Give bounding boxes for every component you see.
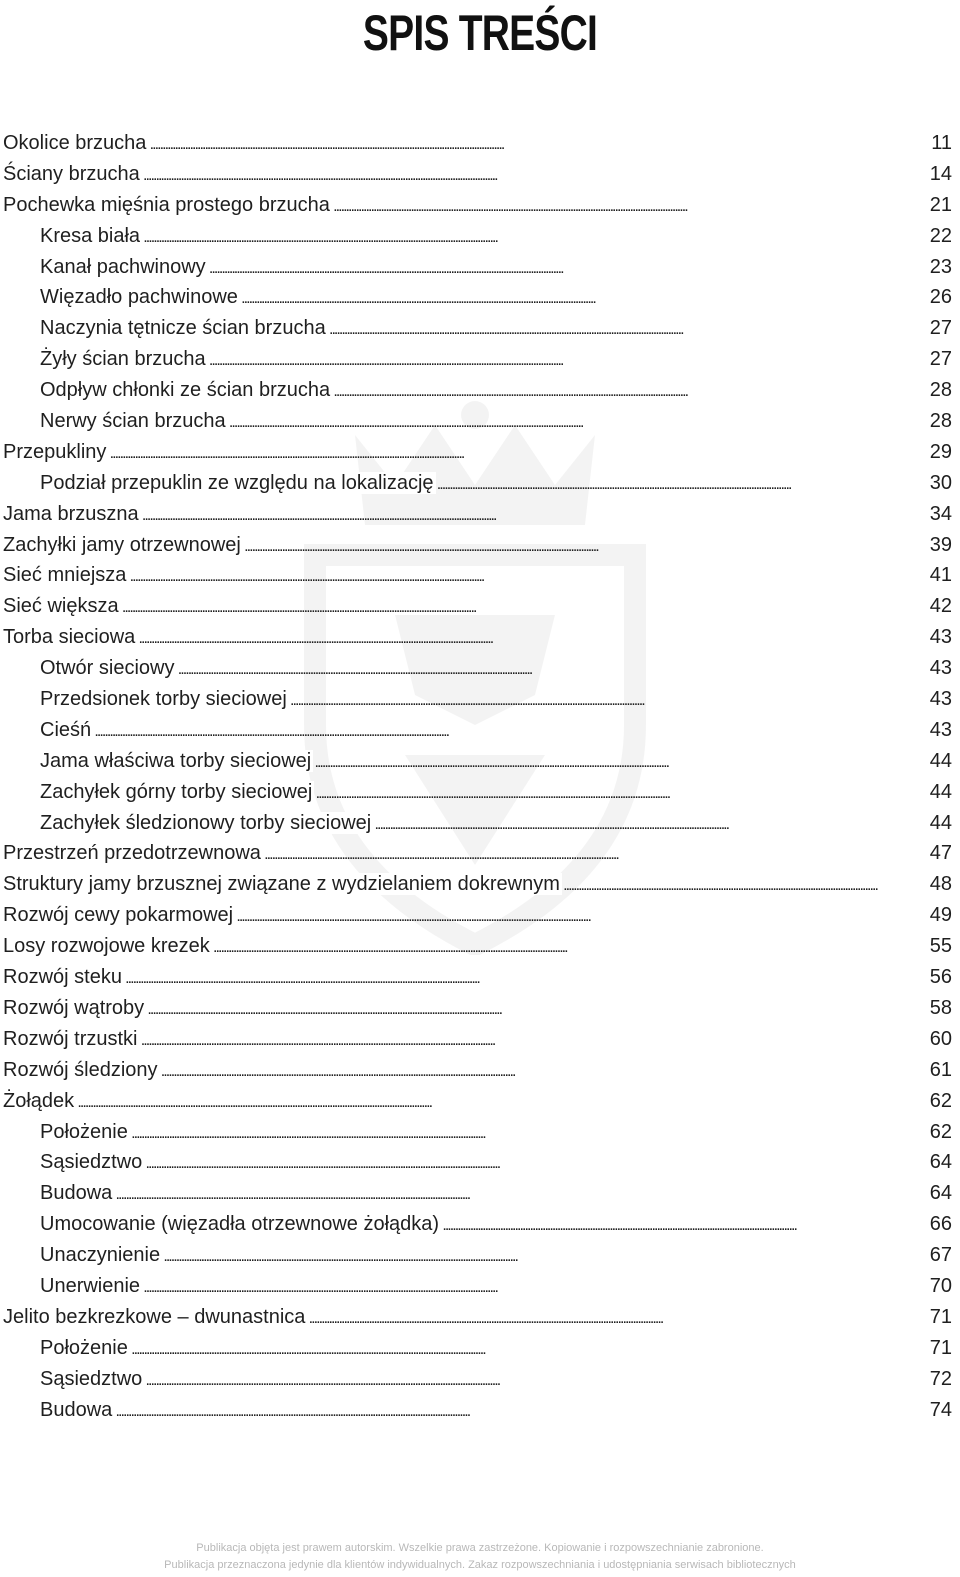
toc-entry[interactable] bbox=[0, 344, 960, 375]
copyright-footer bbox=[0, 1540, 960, 1574]
toc-entry-page-number: 67 bbox=[929, 1244, 952, 1267]
toc-dot-leader bbox=[142, 1275, 496, 1297]
toc-entry-label: Położenie bbox=[40, 1120, 128, 1143]
toc-entry-label: Losy rozwojowe krezek bbox=[3, 935, 210, 958]
toc-entry-label: Sąsiedztwo bbox=[40, 1367, 143, 1390]
toc-entry[interactable] bbox=[0, 1024, 960, 1055]
toc-entry-page-number: 21 bbox=[929, 193, 952, 216]
toc-dot-leader bbox=[142, 163, 496, 185]
toc-entry-label: Nerwy ścian brzucha bbox=[40, 410, 226, 433]
toc-entry-label: Rozwój steku bbox=[3, 966, 122, 989]
toc-entry-page-number: 43 bbox=[929, 718, 952, 741]
toc-entry-label: Okolice brzucha bbox=[3, 132, 147, 154]
toc-entry[interactable] bbox=[0, 499, 960, 530]
toc-entry[interactable] bbox=[0, 159, 960, 190]
toc-dot-leader bbox=[176, 657, 530, 679]
toc-entry-left bbox=[40, 1147, 878, 1178]
toc-entry[interactable] bbox=[0, 468, 960, 499]
toc-dot-leader bbox=[76, 1090, 430, 1112]
toc-entry[interactable] bbox=[0, 1209, 960, 1240]
toc-entry-label: Budowa bbox=[40, 1398, 113, 1421]
toc-entry-page-number: 71 bbox=[929, 1305, 952, 1328]
toc-dot-leader bbox=[144, 1368, 498, 1390]
toc-entry-left bbox=[40, 1178, 878, 1209]
toc-dot-leader bbox=[141, 503, 495, 525]
toc-entry-page-number: 28 bbox=[929, 379, 952, 402]
toc-entry-left bbox=[3, 499, 878, 530]
toc-dot-leader bbox=[436, 472, 790, 494]
toc-entry-label: Naczynia tętnicze ścian brzucha bbox=[40, 317, 326, 340]
toc-entry-left bbox=[40, 653, 878, 684]
toc-entry[interactable] bbox=[0, 1178, 960, 1209]
toc-entry-page-number: 11 bbox=[931, 132, 952, 154]
toc-entry-page-number: 26 bbox=[929, 286, 952, 309]
toc-entry[interactable] bbox=[0, 313, 960, 344]
toc-dot-leader bbox=[142, 225, 496, 247]
toc-entry-label: Podział przepuklin ze względu na lokalizację bbox=[40, 471, 434, 494]
toc-entry-left bbox=[40, 1364, 878, 1395]
toc-entry-label: Struktury jamy brzusznej związane z wydzielaniem dokrewnym bbox=[3, 873, 560, 896]
toc-dot-leader bbox=[160, 1059, 514, 1081]
toc-entry[interactable] bbox=[0, 838, 960, 869]
toc-entry-left bbox=[40, 808, 878, 839]
toc-dot-leader bbox=[243, 534, 597, 556]
toc-entry-left bbox=[3, 1302, 878, 1333]
toc-entry[interactable] bbox=[0, 931, 960, 962]
toc-entry-label: Otwór sieciowy bbox=[40, 657, 175, 680]
toc-entry[interactable] bbox=[0, 282, 960, 313]
toc-entry-page-number: 56 bbox=[929, 966, 952, 989]
toc-entry-left bbox=[3, 838, 878, 869]
toc-dot-leader bbox=[114, 1399, 468, 1421]
toc-dot-leader bbox=[146, 997, 500, 1019]
toc-entry[interactable] bbox=[0, 746, 960, 777]
toc-entry-label: Więzadło pachwinowe bbox=[40, 286, 238, 309]
toc-dot-leader bbox=[162, 1244, 516, 1266]
toc-entry-left bbox=[40, 344, 878, 375]
toc-entry-label: Jama właściwa torby sieciowej bbox=[40, 749, 312, 772]
toc-entry-left bbox=[3, 1055, 878, 1086]
toc-entry-page-number: 27 bbox=[929, 348, 952, 371]
toc-dot-leader bbox=[332, 194, 686, 216]
toc-entry[interactable] bbox=[0, 715, 960, 746]
toc-entry[interactable] bbox=[0, 1271, 960, 1302]
toc-entry[interactable] bbox=[0, 653, 960, 684]
toc-entry[interactable] bbox=[0, 684, 960, 715]
toc-entry-label: Zachyłek śledzionowy torby sieciowej bbox=[40, 811, 372, 834]
toc-entry-page-number: 64 bbox=[929, 1182, 952, 1205]
toc-entry-label: Żołądek bbox=[3, 1089, 75, 1112]
toc-entry-page-number: 48 bbox=[929, 873, 952, 896]
toc-dot-leader bbox=[373, 812, 727, 834]
toc-entry-page-number: 72 bbox=[929, 1367, 952, 1390]
toc-dot-leader bbox=[307, 1306, 661, 1328]
toc-entry[interactable] bbox=[0, 406, 960, 437]
toc-entry-page-number: 28 bbox=[929, 410, 952, 433]
toc-entry[interactable] bbox=[0, 128, 960, 159]
toc-entry-label: Rozwój wątroby bbox=[3, 996, 145, 1019]
toc-entry-left bbox=[40, 1271, 878, 1302]
toc-entry-left bbox=[40, 1117, 878, 1148]
toc-entry[interactable] bbox=[0, 808, 960, 839]
toc-entry-page-number: 58 bbox=[929, 996, 952, 1019]
toc-dot-leader bbox=[235, 904, 589, 926]
toc-entry-label: Cieśń bbox=[40, 718, 92, 741]
toc-entry[interactable] bbox=[0, 1333, 960, 1364]
toc-entry-page-number: 30 bbox=[929, 471, 952, 494]
toc-entry-left bbox=[40, 1209, 878, 1240]
toc-entry[interactable] bbox=[0, 190, 960, 221]
toc-entry-left bbox=[40, 221, 878, 252]
toc-dot-leader bbox=[263, 842, 617, 864]
toc-entry-label: Sieć większa bbox=[3, 595, 119, 618]
toc-entry[interactable] bbox=[0, 591, 960, 622]
toc-entry-label: Kanał pachwinowy bbox=[40, 255, 206, 278]
toc-dot-leader bbox=[108, 441, 462, 463]
toc-entry-label: Odpływ chłonki ze ścian brzucha bbox=[40, 379, 331, 402]
toc-dot-leader bbox=[93, 719, 447, 741]
toc-dot-leader bbox=[137, 626, 491, 648]
toc-entry-left bbox=[40, 282, 878, 313]
toc-entry-left bbox=[40, 406, 878, 437]
toc-entry[interactable] bbox=[0, 1364, 960, 1395]
toc-dot-leader bbox=[144, 1151, 498, 1173]
toc-entry-label: Jama brzuszna bbox=[3, 502, 139, 525]
toc-entry-page-number: 74 bbox=[929, 1398, 952, 1421]
toc-entry-label: Torba sieciowa bbox=[3, 626, 136, 649]
toc-entry-left bbox=[3, 1024, 878, 1055]
toc-entry[interactable] bbox=[0, 993, 960, 1024]
toc-entry-label: Sąsiedztwo bbox=[40, 1151, 143, 1174]
toc-entry[interactable] bbox=[0, 530, 960, 561]
toc-entry-label: Umocowanie (więzadła otrzewnowe żołądka) bbox=[40, 1213, 440, 1236]
toc-entry[interactable] bbox=[0, 900, 960, 931]
toc-entry-label: Żyły ścian brzucha bbox=[40, 348, 206, 371]
toc-dot-leader bbox=[313, 750, 667, 772]
toc-entry-page-number: 43 bbox=[929, 688, 952, 711]
toc-entry[interactable] bbox=[0, 437, 960, 468]
toc-entry-label: Rozwój śledziony bbox=[3, 1058, 158, 1081]
toc-entry-label: Zachyłek górny torby sieciowej bbox=[40, 780, 313, 803]
toc-entry-page-number: 29 bbox=[929, 440, 952, 463]
toc-dot-leader bbox=[562, 873, 878, 895]
toc-entry-page-number: 70 bbox=[929, 1274, 952, 1297]
toc-entry-left bbox=[3, 560, 878, 591]
toc-entry-left bbox=[3, 993, 878, 1024]
toc-dot-leader bbox=[124, 966, 478, 988]
toc-dot-leader bbox=[139, 1028, 493, 1050]
toc-entry-left bbox=[40, 468, 878, 499]
toc-entry-label: Sieć mniejsza bbox=[3, 564, 127, 587]
toc-entry-label: Zachyłki jamy otrzewnowej bbox=[3, 533, 241, 556]
page-title: SPIS TREŚCI bbox=[362, 5, 598, 61]
toc-entry-left bbox=[40, 684, 878, 715]
toc-entry-page-number: 41 bbox=[929, 564, 952, 587]
toc-entry[interactable] bbox=[0, 1055, 960, 1086]
toc-entry-label: Ściany brzucha bbox=[3, 162, 140, 185]
table-of-contents bbox=[0, 128, 960, 1425]
toc-entry-page-number: 66 bbox=[929, 1213, 952, 1236]
toc-entry[interactable] bbox=[0, 1086, 960, 1117]
toc-dot-leader bbox=[289, 688, 643, 710]
toc-entry-left bbox=[3, 159, 878, 190]
toc-entry-left bbox=[3, 190, 878, 221]
toc-entry-page-number: 43 bbox=[929, 657, 952, 680]
toc-entry-left bbox=[3, 128, 878, 159]
toc-entry[interactable] bbox=[0, 252, 960, 283]
toc-dot-leader bbox=[332, 379, 686, 401]
footer-line-1: Publikacja objęta jest prawem autorskim. Wszelkie prawa zastrzeżone. Kopiowanie i rozpowszechnianie zabronione. bbox=[196, 1542, 764, 1554]
toc-entry[interactable] bbox=[0, 1302, 960, 1333]
toc-entry-left bbox=[3, 1086, 878, 1117]
toc-entry-label: Przepukliny bbox=[3, 440, 107, 463]
toc-entry-label: Rozwój trzustki bbox=[3, 1027, 138, 1050]
toc-dot-leader bbox=[121, 595, 475, 617]
toc-entry-page-number: 42 bbox=[929, 595, 952, 618]
toc-entry-page-number: 14 bbox=[929, 162, 952, 185]
toc-entry-page-number: 43 bbox=[929, 626, 952, 649]
toc-dot-leader bbox=[130, 1121, 484, 1143]
toc-entry-left bbox=[3, 900, 878, 931]
toc-entry-page-number: 47 bbox=[929, 842, 952, 865]
toc-dot-leader bbox=[208, 348, 562, 370]
toc-dot-leader bbox=[128, 564, 482, 586]
toc-entry-left bbox=[3, 437, 878, 468]
toc-entry-left bbox=[40, 313, 878, 344]
toc-entry-label: Jelito bezkrezkowe – dwunastnica bbox=[3, 1305, 306, 1328]
toc-dot-leader bbox=[130, 1337, 484, 1359]
toc-entry-left bbox=[40, 777, 878, 808]
toc-entry-page-number: 49 bbox=[929, 904, 952, 927]
toc-entry-page-number: 55 bbox=[929, 935, 952, 958]
toc-entry-left bbox=[40, 1395, 878, 1426]
toc-dot-leader bbox=[314, 781, 668, 803]
toc-entry-left bbox=[40, 375, 878, 406]
toc-entry[interactable] bbox=[0, 622, 960, 653]
toc-entry-page-number: 44 bbox=[929, 780, 952, 803]
toc-entry-page-number: 62 bbox=[929, 1089, 952, 1112]
toc-entry-page-number: 60 bbox=[929, 1027, 952, 1050]
toc-entry-left bbox=[3, 591, 878, 622]
toc-entry-label: Rozwój cewy pokarmowej bbox=[3, 904, 234, 927]
toc-entry-page-number: 71 bbox=[929, 1336, 952, 1359]
toc-dot-leader bbox=[441, 1213, 795, 1235]
toc-entry-label: Przestrzeń przedotrzewnowa bbox=[3, 842, 261, 865]
toc-entry-label: Unerwienie bbox=[40, 1274, 141, 1297]
toc-entry-page-number: 62 bbox=[929, 1120, 952, 1143]
toc-entry-label: Unaczynienie bbox=[40, 1244, 161, 1267]
toc-entry[interactable] bbox=[0, 1117, 960, 1148]
footer-line-2: Publikacja przeznaczona jedynie dla klientów indywidualnych. Zakaz rozpowszechniania i udostępniania serwisach bibliotecznych bbox=[164, 1559, 796, 1571]
toc-dot-leader bbox=[240, 286, 594, 308]
toc-entry-left bbox=[3, 962, 878, 993]
toc-entry[interactable] bbox=[0, 221, 960, 252]
toc-entry-page-number: 22 bbox=[929, 224, 952, 247]
toc-dot-leader bbox=[328, 317, 682, 339]
toc-entry[interactable] bbox=[0, 1147, 960, 1178]
toc-entry-page-number: 39 bbox=[929, 533, 952, 556]
toc-entry-left bbox=[40, 1333, 878, 1364]
toc-entry-page-number: 44 bbox=[929, 811, 952, 834]
toc-dot-leader bbox=[148, 132, 502, 154]
toc-entry-page-number: 64 bbox=[929, 1151, 952, 1174]
toc-entry-page-number: 34 bbox=[929, 502, 952, 525]
toc-entry-left bbox=[3, 931, 878, 962]
toc-entry-left bbox=[40, 252, 878, 283]
toc-dot-leader bbox=[114, 1182, 468, 1204]
toc-entry[interactable] bbox=[0, 777, 960, 808]
toc-entry-label: Położenie bbox=[40, 1336, 128, 1359]
toc-entry[interactable] bbox=[0, 1395, 960, 1426]
toc-entry-label: Budowa bbox=[40, 1182, 113, 1205]
toc-entry-left bbox=[40, 1240, 878, 1271]
toc-entry-label: Kresa biała bbox=[40, 224, 141, 247]
toc-entry-page-number: 27 bbox=[929, 317, 952, 340]
toc-entry-page-number: 61 bbox=[929, 1058, 952, 1081]
toc-entry-left bbox=[3, 622, 878, 653]
toc-entry[interactable] bbox=[0, 560, 960, 591]
toc-entry[interactable] bbox=[0, 962, 960, 993]
toc-entry-page-number: 44 bbox=[929, 749, 952, 772]
toc-entry-label: Przedsionek torby sieciowej bbox=[40, 688, 287, 711]
toc-entry-left bbox=[40, 746, 878, 777]
toc-dot-leader bbox=[228, 410, 582, 432]
toc-dot-leader bbox=[208, 256, 562, 278]
toc-entry-label: Pochewka mięśnia prostego brzucha bbox=[3, 193, 330, 216]
toc-entry[interactable] bbox=[0, 375, 960, 406]
toc-entry[interactable] bbox=[0, 1240, 960, 1271]
toc-entry-left bbox=[3, 869, 878, 900]
toc-entry[interactable] bbox=[0, 869, 960, 900]
toc-dot-leader bbox=[212, 935, 566, 957]
toc-entry-left bbox=[40, 715, 878, 746]
toc-entry-page-number: 23 bbox=[929, 255, 952, 278]
toc-entry-left bbox=[3, 530, 878, 561]
